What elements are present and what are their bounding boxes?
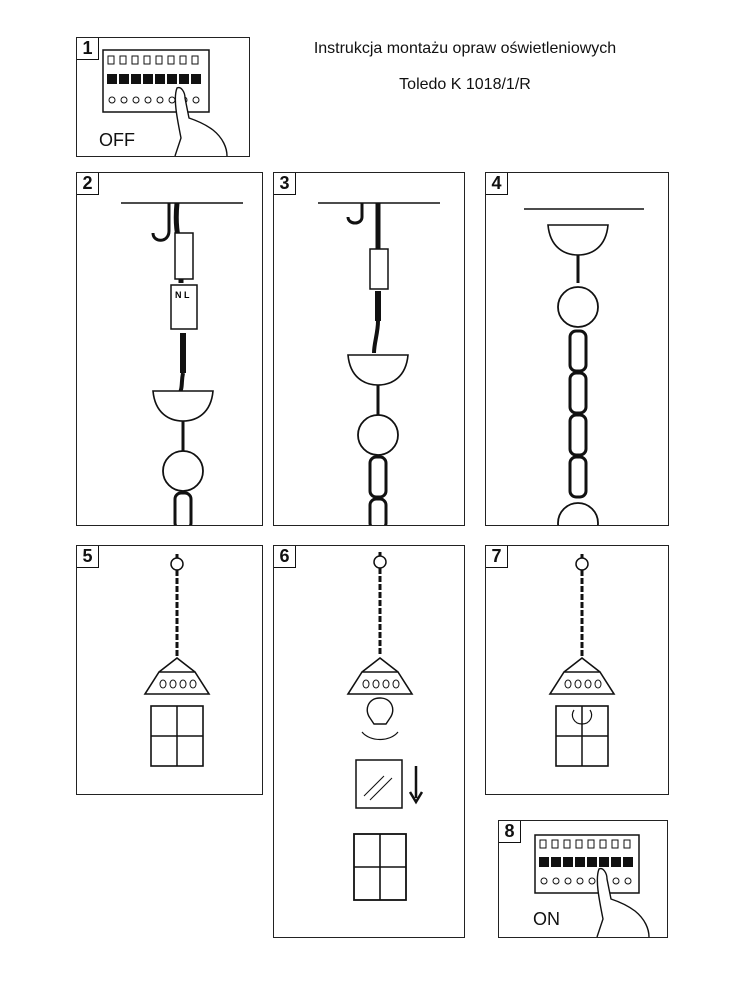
wire-labels: N L: [175, 290, 190, 300]
chain-diagram: [486, 173, 669, 526]
lantern-icon: [77, 546, 263, 795]
document-title: Instrukcja montażu opraw oświetleniowych: [313, 40, 617, 57]
power-on-label: ON: [533, 909, 560, 929]
breaker-panel-icon: [499, 821, 668, 938]
wiring-diagram: [77, 173, 263, 526]
hand-icon: [597, 869, 649, 937]
hand-icon: [175, 88, 227, 156]
step-5-panel: [76, 545, 263, 795]
step-number: 2: [77, 173, 99, 195]
glass-pane-icon: [356, 760, 402, 808]
canopy-icon: [548, 225, 608, 255]
step-number: 4: [486, 173, 508, 195]
lantern-icon: [486, 546, 669, 795]
ceiling-hook-icon: [348, 203, 362, 223]
ceiling-hook-icon: [153, 203, 169, 240]
step-1-panel: [76, 37, 250, 157]
canopy-icon: [153, 391, 213, 421]
step-7-panel: [485, 545, 669, 795]
canopy-icon: [348, 355, 408, 385]
step-3-panel: [273, 172, 465, 526]
step-8-panel: [498, 820, 668, 938]
arrow-down-icon: [410, 766, 422, 802]
bulb-icon: [367, 698, 393, 724]
canopy-mount-diagram: [274, 173, 465, 526]
model-name: Toledo K 1018/1/R: [399, 76, 531, 93]
bulb-install-diagram: [274, 546, 465, 938]
step-number: 3: [274, 173, 296, 195]
chain-icon: [570, 331, 586, 497]
step-number: 6: [274, 546, 296, 568]
step-number: 8: [499, 821, 521, 843]
power-off-label: OFF: [99, 130, 135, 150]
step-number: 5: [77, 546, 99, 568]
step-number: 7: [486, 546, 508, 568]
step-number: 1: [77, 38, 99, 60]
step-4-panel: [485, 172, 669, 526]
step-2-panel: [76, 172, 263, 526]
step-6-panel: [273, 545, 465, 938]
